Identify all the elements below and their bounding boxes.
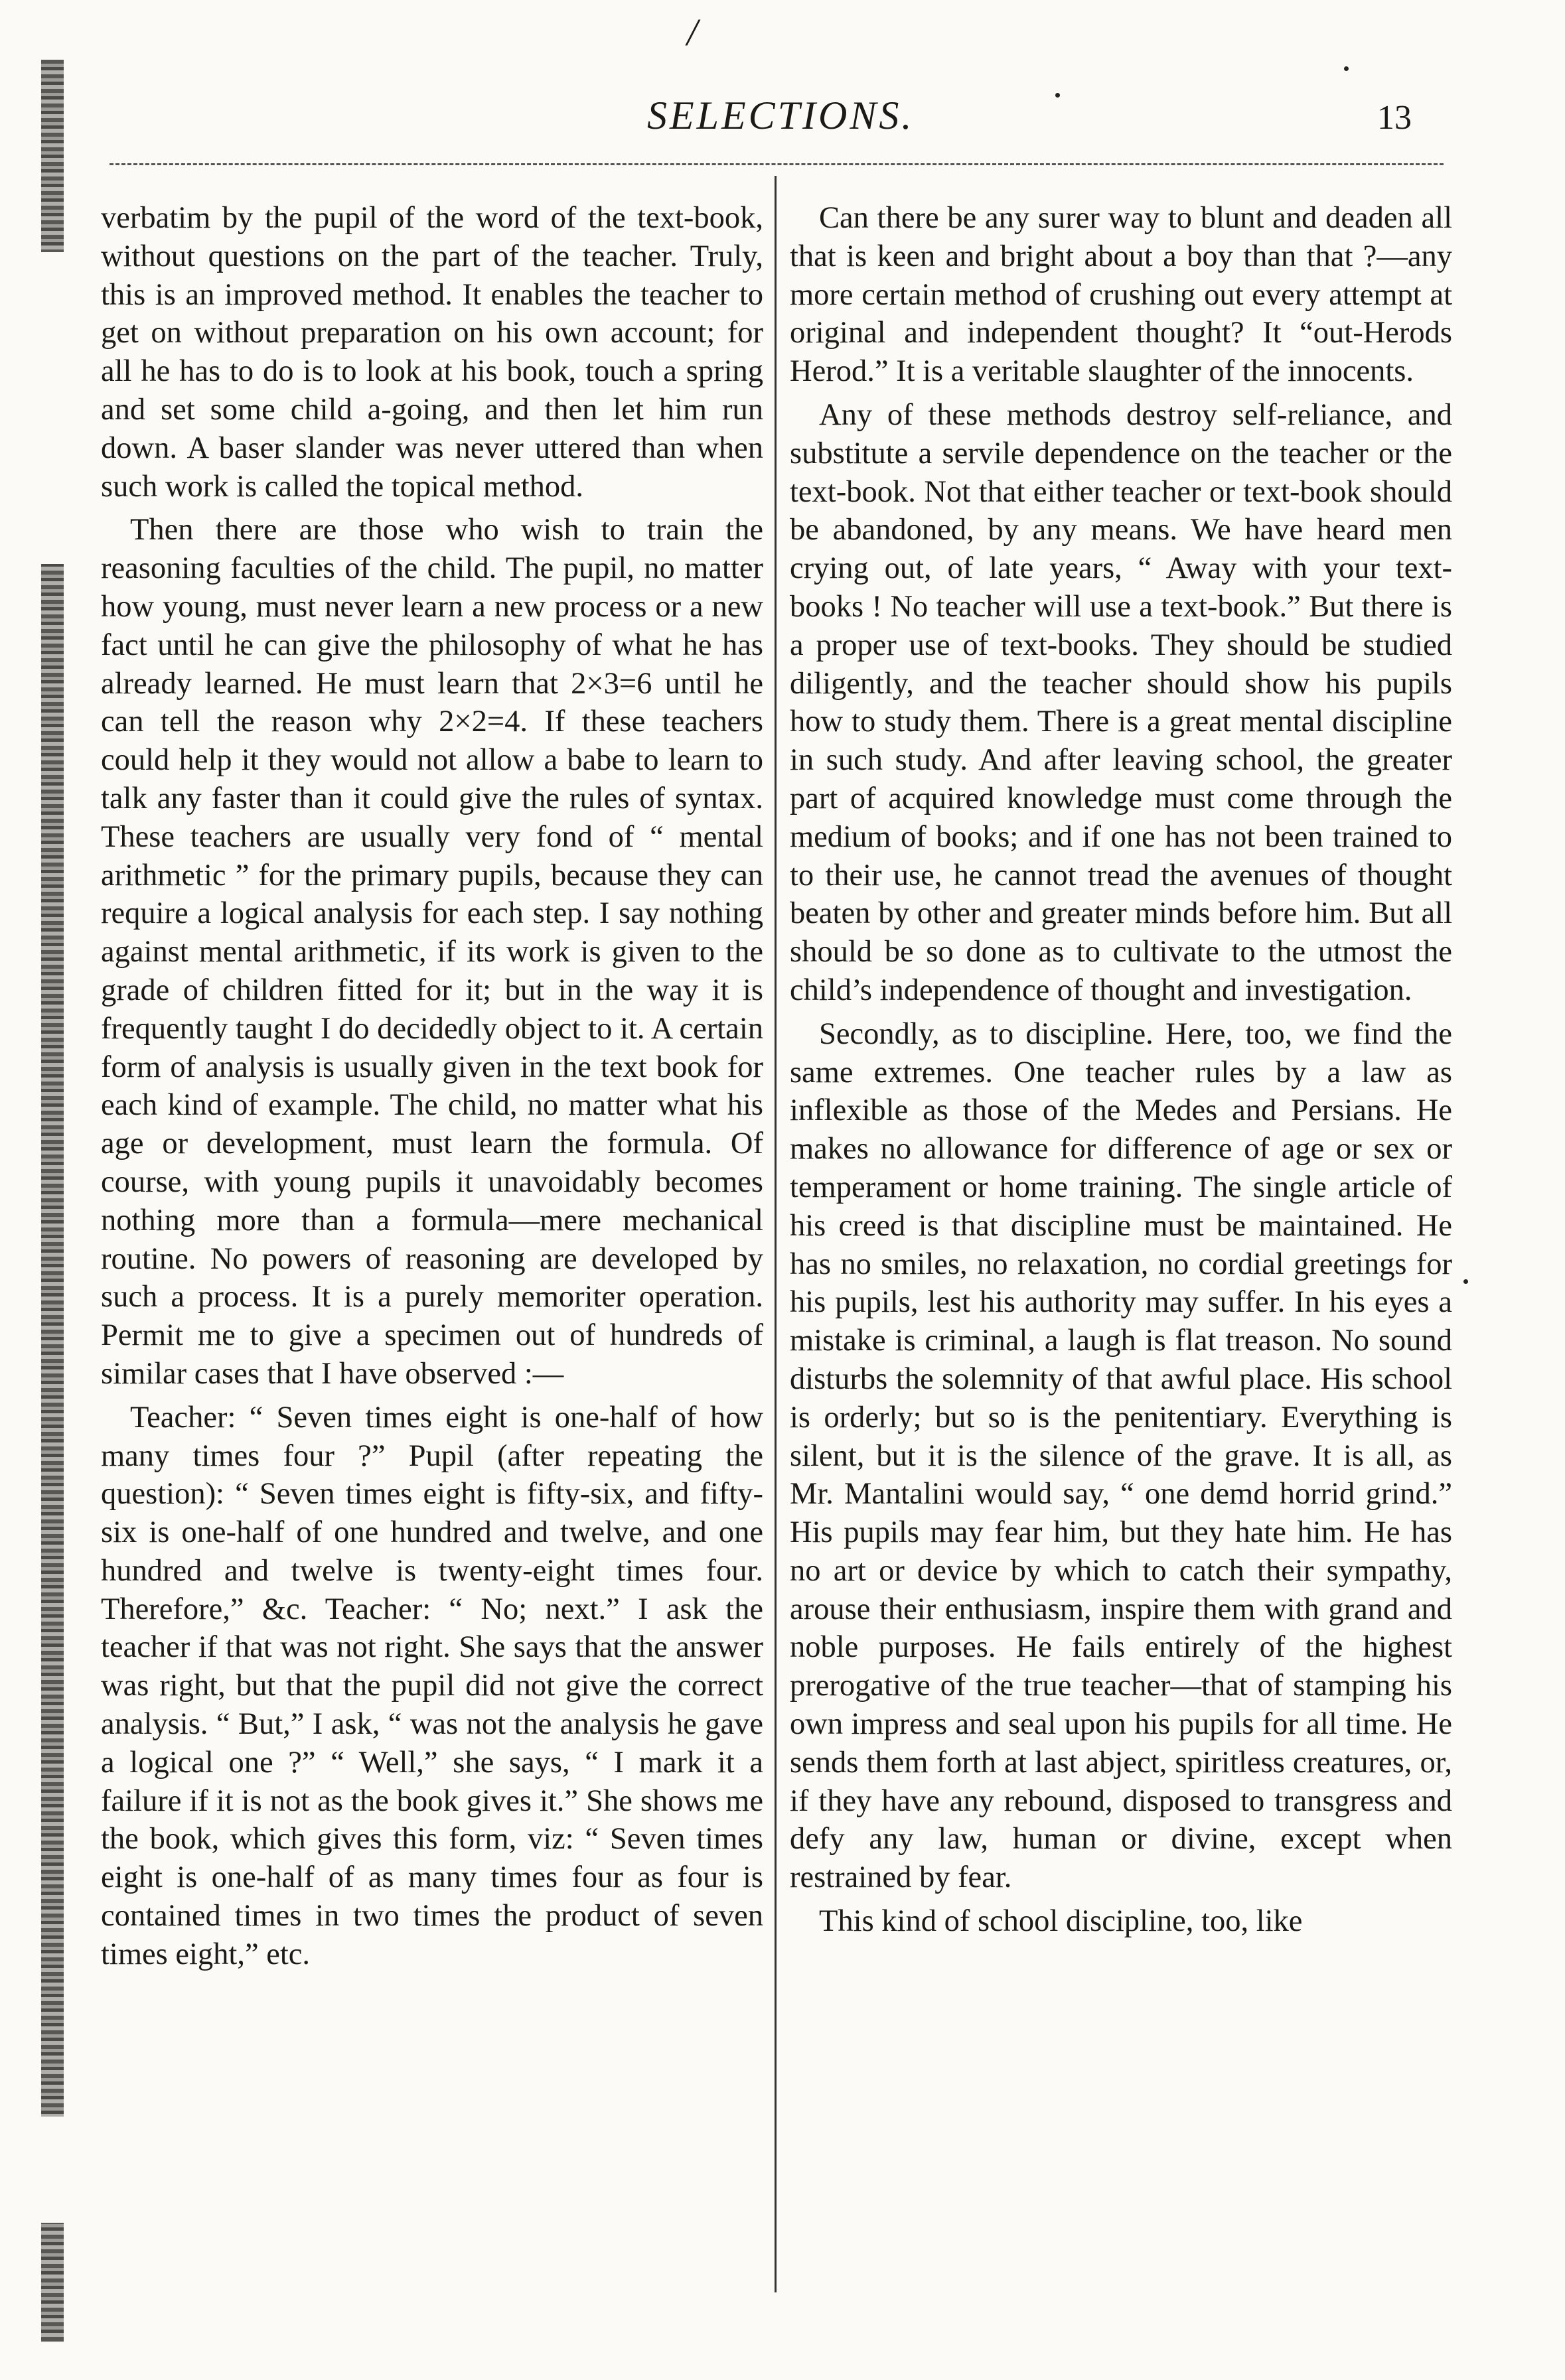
left-column [101, 199, 763, 1979]
paragraph: This kind of school discipline, too, like [819, 1904, 1303, 1939]
running-head: SELECTIONS. [647, 94, 915, 137]
binding-gap [37, 252, 70, 564]
paragraph: Teacher: “ Seven times eight is one-half of how many times four ?” Pupil (after repeating the question): “ Seven times eight is fifty-six, and fifty-six is one-half of one hundred and twelve, and one hundred and twelve is twenty-eight times four. Therefore,” &c. Teacher: “ No; next.” I ask the teacher if that was not right. She says that the answer was right, but that the pupil did not give the correct analysis. “ But,” I ask, “ was not the analysis he gave a logical one ?” “ Well,” she says, “ I mark it a failure if it is not as the book gives it.” She shows me the book, which gives this form, viz: “ Seven times eight is one-half of as many times four as four is contained times in two times the product of seven times eight,” etc. [101, 1400, 763, 1971]
paragraph: Then there are those who wish to train the reasoning faculties of the child. The pupil, no matter how young, must never learn a new process or a new fact until he can give the philosophy of what he has already learned. He must learn that 2×3=6 until he can tell the reason why 2×2=4. If these teachers could help it they would not allow a babe to learn to talk any faster than it could give the rules of syntax. These teachers are usually very fond of “ mental arithmetic ” for the primary pupils, because they can require a logical analysis for each step. I say nothing against mental arithmetic, if its work is given to the grade of children fitted for it; but in the way it is frequently taught I do decidedly object to it. A certain form of analysis is usually given in the text book for each kind of example. The child, no matter what his age or development, must learn the formula. Of course, with young pupils it unavoidably becomes nothing more than a formula—mere mechanical routine. No powers of reasoning are developed by such a process. It is a purely memoriter operation. Permit me to give a specimen out of hundreds of similar cases that I have observed :— [101, 513, 763, 1391]
paragraph: Any of these methods destroy self-reliance, and substitute a servile dependence on the teacher or the text-book. Not that either teacher or text-book should be abandoned, by any means. We have heard men crying out, of late years, “ Away with your text-books ! No teacher will use a text-book.” But there is a proper use of text-books. They should be studied diligently, and the teacher should show his pupils how to study them. There is a great mental discipline in such study. And after leaving school, the greater part of acquired knowledge must come through the medium of books; and if one has not been trained to to their use, he cannot tread the avenues of thought beaten by other and greater minds before him. But all should be so done as to cultivate to the utmost the child’s independence of thought and investigation. [790, 397, 1452, 1007]
ink-speck [1463, 1279, 1468, 1284]
ink-speck [1344, 66, 1349, 71]
paragraph: Can there be any surer way to blunt and deaden all that is keen and bright about a boy than that ?—any more certain method of crushing out every attempt at original and independent thought? It “out-Herods Herod.” It is a veritable slaughter of the innocents. [790, 201, 1452, 389]
ink-speck [1055, 93, 1060, 98]
column-divider [775, 176, 777, 2292]
page-number: 13 [1377, 99, 1412, 137]
paragraph: Secondly, as to discipline. Here, too, we find the same extremes. One teacher rules by a law as inflexible as those of the Medes and Persians. He makes no allowance for difference of age or sex or temperament or home training. The single article of his creed is that discipline must be maintained. He has no smiles, no relaxation, no cordial greetings for his pupils, lest his authority may suffer. In his eyes a mistake is criminal, a laugh is flat treason. No sound disturbs the solemnity of that awful place. His school is orderly; but so is the penitentiary. Everything is silent, but it is the silence of the grave. It is all, as Mr. Mantalini would say, “ one demd horrid grind.” His pupils may fear him, but they hate him. He has no art or device by which to catch their sympathy, arouse their enthusiasm, inspire them with grand and noble purposes. He fails entirely of the highest prerogative of the true teacher—that of stamping his own impress and seal upon his pupils for all time. He sends them forth at last abject, spiritless creatures, or, if they have any rebound, disposed to transgress and defy any law, human or divine, except when restrained by fear. [790, 1016, 1452, 1895]
header-rule [110, 163, 1444, 165]
binding-gap [37, 2117, 70, 2223]
ink-mark: / [687, 11, 698, 54]
right-column [790, 199, 1452, 1946]
paragraph: verbatim by the pupil of the word of the text-book, without questions on the part of the teacher. Truly, this is an improved method. It enables the teacher to get on without preparation on his own account; for all he has to do is to look at his book, touch a spring and set some child a-going, and then let him run down. A baser slander was never uttered than when such work is called the topical method. [101, 201, 763, 504]
